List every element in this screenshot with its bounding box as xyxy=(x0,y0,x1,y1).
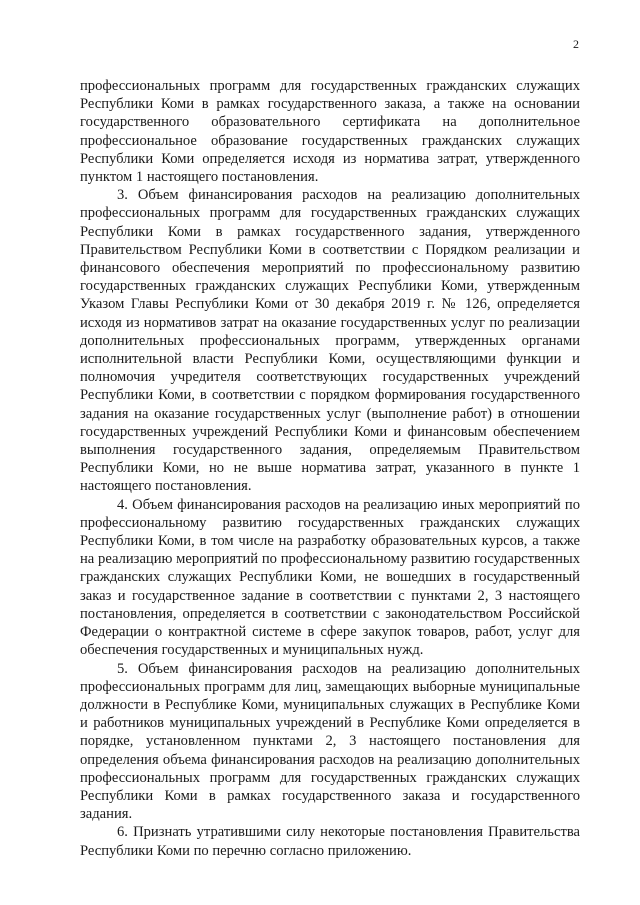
paragraph-item-6: 6. Признать утратившими силу некоторые постановления Правительства Республики Коми по перечню согласно приложению. xyxy=(80,824,580,859)
paragraph-continuation: профессиональных программ для государственных гражданских служащих Республики Коми в рамках государственного заказа, а также на основании государственного образовательного сертификата на дополнительное профессиональное образование государственных гражданских служащих Республики Коми определяется исходя из норматива затрат, утвержденного пунктом 1 настоящего постановления. xyxy=(80,78,580,186)
paragraph-item-3: 3. Объем финансирования расходов на реализацию дополнительных профессиональных программ для государственных гражданских служащих Республики Коми в рамках государственного задания, утвержденного Правительством Республики Коми в соответствии с Порядком реализации и финансового обеспечения мероприятий по профессиональному развитию государственных гражданских служащих Республики Коми, утвержденным Указом Главы Республики Коми от 30 декабря 2019 г. № 126, определяется исходя из нормативов затрат на оказание государственных услуг по реализации дополнительных профессиональных программ, утвержденных органами исполнительной власти Республики Коми, осуществляющими функции и полномочия учредителя соответствующих государственных учреждений Республики Коми, в соответствии с порядком формирования государственного задания на оказание государственных услуг (выполнение работ) в отношении государственных учреждений Республики Коми и финансовым обеспечением выполнения государственного задания, определяемым Правительством Республики Коми, но не выше норматива затрат, указанного в пункте 1 настоящего постановления. xyxy=(80,187,580,495)
paragraph-item-5: 5. Объем финансирования расходов на реализацию дополнительных профессиональных программ для лиц, замещающих выборные муниципальные должности в Республике Коми, муниципальных служащих в Республике Коми и работников муниципальных учреждений в Республике Коми определяется в порядке, установленном пунктами 2, 3 настоящего постановления для определения объема финансирования расходов на реализацию дополнительных профессиональных программ для государственных гражданских служащих Республики Коми в рамках государственного заказа и государственного задания. xyxy=(80,660,580,823)
document-body xyxy=(80,77,580,860)
page-number: 2 xyxy=(573,37,579,51)
paragraph-item-4: 4. Объем финансирования расходов на реализацию иных мероприятий по профессиональному развитию государственных гражданских служащих Республики Коми, в том числе на разработку образовательных курсов, а также на реализацию мероприятий по профессиональному развитию государственных гражданских служащих Республики Коми, не вошедших в государственный заказ и государственное задание в соответствии с пунктами 2, 3 настоящего постановления, определяется в соответствии с законодательством Российской Федерации о контрактной системе в сфере закупок товаров, работ, услуг для обеспечения государственных и муниципальных нужд. xyxy=(80,496,580,659)
